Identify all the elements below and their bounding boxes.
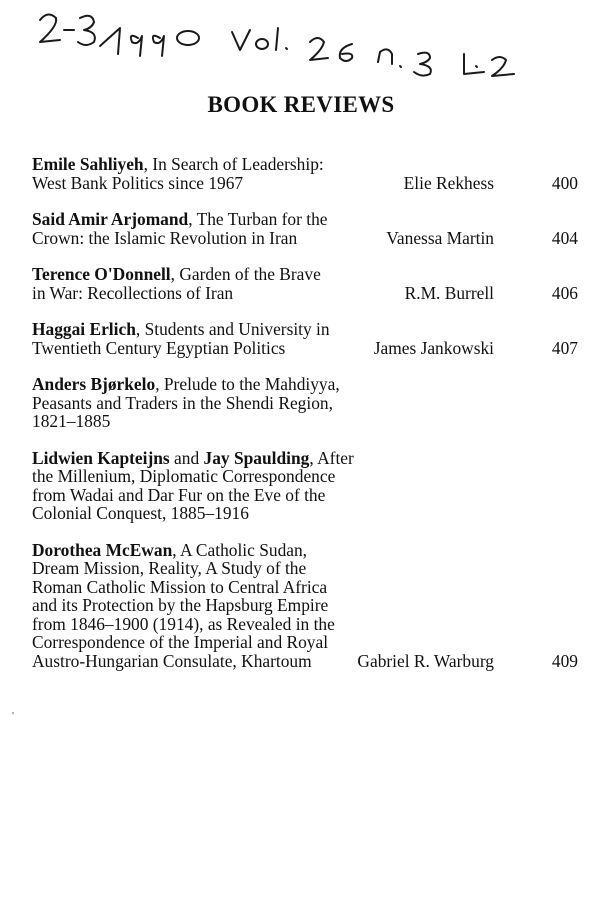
book-title-line: , Prelude to the Mahdiyya, <box>155 374 340 394</box>
reviewer-name: Vanessa Martin <box>386 227 494 248</box>
book-title-line: Roman Catholic Mission to Central Africa <box>32 576 328 597</box>
book-author: Dorothea McEwan <box>32 539 173 560</box>
book-title-line: from 1846–1900 (1914), as Revealed in the <box>32 613 335 634</box>
review-title-block <box>32 210 372 247</box>
reviewer-name: R.M. Burrell <box>404 282 494 303</box>
book-title-line: Dream Mission, Reality, A Study of the <box>32 558 307 578</box>
handwritten-annotation <box>0 0 602 90</box>
book-title-line: , Students and University in <box>135 319 330 339</box>
book-title-line: the Millenium, Diplomatic Correspondence <box>32 466 336 486</box>
book-title-line: Correspondence of the Imperial and Royal <box>32 632 329 652</box>
scan-speck <box>12 712 14 714</box>
book-author: Haggai Erlich <box>32 319 136 339</box>
book-title-line: Twentieth Century Egyptian Politics <box>32 337 286 358</box>
page-number: 406 <box>551 282 578 303</box>
review-entry <box>32 210 582 247</box>
review-entry <box>32 375 582 431</box>
review-entry <box>32 320 582 357</box>
book-title-line: Crown: the Islamic Revolution in Iran <box>32 227 298 248</box>
book-title-line: West Bank Politics since 1967 <box>32 172 244 193</box>
review-entry <box>32 449 582 523</box>
review-title-block <box>32 265 372 302</box>
page-number: 404 <box>551 227 578 248</box>
review-entry <box>32 265 582 302</box>
book-title-line: from Wadai and Dar Fur on the Eve of the <box>32 484 326 505</box>
book-author: Anders Bjørkelo <box>32 374 156 394</box>
book-title-line: Peasants and Traders in the Shendi Region, <box>32 392 333 413</box>
book-title-line: , In Search of Leadership: <box>143 154 324 174</box>
book-title-line: 1821–1885 <box>32 411 111 431</box>
page-number: 407 <box>551 337 578 358</box>
page-number: 400 <box>551 172 578 193</box>
book-author: Said Amir Arjomand <box>32 209 189 229</box>
review-title-block <box>32 375 372 431</box>
book-author: Jay Spaulding <box>203 447 310 468</box>
review-title-block <box>32 541 372 671</box>
review-title-block <box>32 320 372 357</box>
author-joiner: and <box>169 447 204 468</box>
review-entry <box>32 155 582 192</box>
book-author: Emile Sahliyeh <box>32 154 144 174</box>
book-title-line: and its Protection by the Hapsburg Empire <box>32 595 329 615</box>
book-title-line: Austro-Hungarian Consulate, Khartoum <box>32 650 312 671</box>
review-list <box>32 155 582 688</box>
book-author: Terence O'Donnell <box>32 264 171 284</box>
book-title-line: , The Turban for the <box>188 209 328 229</box>
reviewer-name: James Jankowski <box>373 337 494 358</box>
book-title-line: , After <box>309 447 354 468</box>
book-title-line: Colonial Conquest, 1885–1916 <box>32 503 249 523</box>
review-entry <box>32 541 582 671</box>
book-author: Lidwien Kapteijns <box>32 447 170 468</box>
book-title-line: , A Catholic Sudan, <box>172 539 308 560</box>
book-title-line: in War: Recollections of Iran <box>32 282 234 303</box>
review-title-block <box>32 155 372 192</box>
page-number: 409 <box>551 650 578 671</box>
reviewer-name: Gabriel R. Warburg <box>357 650 494 671</box>
reviewer-name: Elie Rekhess <box>403 172 494 193</box>
page-title: BOOK REVIEWS <box>207 92 395 117</box>
review-title-block <box>32 449 372 523</box>
book-title-line: , Garden of the Brave <box>170 264 321 284</box>
